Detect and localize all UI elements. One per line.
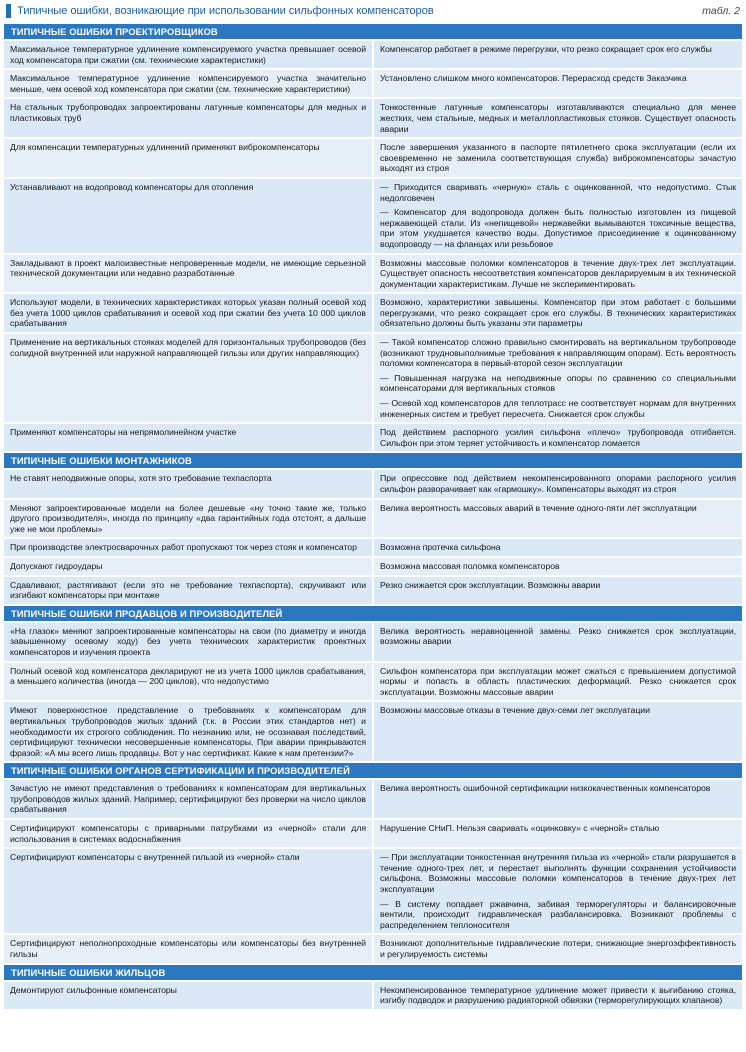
- error-cell: Используют модели, в технических характеристиках которых указан полный осевой ход без учета 1000 циклов срабатывания и осевой ход при сжатии без учета 10 000 циклов срабатывания: [4, 294, 374, 332]
- table-row: [4, 556, 742, 575]
- error-cell: Для компенсации температурных удлинений применяют виброкомпенсаторы: [4, 139, 374, 177]
- consequence-paragraph: Установлено слишком много компенсаторов. Перерасход средств Заказчика: [380, 73, 687, 84]
- consequence-cell: [374, 935, 742, 962]
- error-cell: На стальных трубопроводах запроектированы латунные компенсаторы для медных и пластиковых труб: [4, 99, 374, 137]
- section-header: ТИПИЧНЫЕ ОШИБКИ МОНТАЖНИКОВ: [4, 451, 742, 468]
- error-cell: Применение на вертикальных стояках моделей для горизонтальных трубопроводов (без солидной внутренней или наружной направляющей гильзы или других направляющих): [4, 334, 374, 422]
- consequence-cell: [374, 470, 742, 497]
- section-header: ТИПИЧНЫЕ ОШИБКИ ПРОЕКТИРОВЩИКОВ: [4, 22, 742, 39]
- consequence-paragraph: — Повышенная нагрузка на неподвижные опоры по сравнению со специальными компенсаторами для вертикальных стояков: [380, 372, 736, 394]
- table-row: [4, 661, 742, 701]
- table-row: [4, 97, 742, 137]
- consequence-cell: [374, 702, 742, 761]
- table-number: табл. 2: [702, 5, 740, 17]
- consequence-cell: [374, 558, 742, 575]
- consequence-paragraph: Резко снижается срок эксплуатации. Возможны аварии: [380, 579, 601, 590]
- error-cell: Применяют компенсаторы на непрямолинейном участке: [4, 424, 374, 451]
- table-row: [4, 818, 742, 847]
- table-row: [4, 980, 742, 1009]
- consequence-paragraph: — Такой компенсатор сложно правильно смонтировать на вертикальном трубопроводе (возникают трудновыполнимые требования к направляющим опорам). Есть вероятность поломки компенсатора в первый-второй сезон эксплуатации: [380, 337, 736, 369]
- consequence-paragraph: Компенсатор работает в режиме перегрузки, что резко сокращает срок его службы: [380, 44, 712, 54]
- table-row: [4, 468, 742, 497]
- error-cell: Меняют запроектированные модели на более дешевые «ну точно такие же, только другого производителя», иногда по принципу «два гарантийных года отстоят, а дальше уже не мои проблемы»: [4, 500, 374, 538]
- table-row: [4, 621, 742, 661]
- consequence-paragraph: Возможно, характеристики завышены. Компенсатор при этом работает с большими перегрузками, что резко сокращает срок его службы. В технических характеристиках обязательно должны быть указаны эти параметры: [380, 297, 736, 329]
- error-cell: Допускают гидроудары: [4, 558, 374, 575]
- table-row: [4, 177, 742, 253]
- consequence-cell: [374, 663, 742, 701]
- error-cell: Сдавливают, растягивают (если это не требование техпаспорта), скручивают или изгибают компенсаторы при монтаже: [4, 577, 374, 604]
- consequence-paragraph: — Осевой ход компенсаторов для теплотрасс не соответствует нормам для внутренних инженерных систем и требует пересчета. Снижается срок службы: [380, 398, 736, 419]
- title-marker-icon: [6, 4, 11, 18]
- consequence-paragraph: Под действием распорного усилия сильфона «плечо» трубопровода отгибается. Сильфон при этом теряет устойчивость и компенсатор ломается: [380, 427, 736, 448]
- error-cell: Максимальное температурное удлинение компенсируемого участка значительно меньше, чем осевой ход компенсатора при сжатии (см. технические характеристики): [4, 70, 374, 97]
- section-rows: [4, 621, 742, 762]
- section-rows: [4, 468, 742, 603]
- consequence-cell: [374, 849, 742, 933]
- table-row: [4, 575, 742, 604]
- title-bar: [0, 0, 746, 22]
- consequence-cell: [374, 577, 742, 604]
- consequence-cell: [374, 424, 742, 451]
- error-cell: «На глазок» меняют запроектированные компенсаторы на свои (по диаметру и иногда завышенному осевому ходу) без учета технических характеристик проектных компенсаторов и изучения проекта: [4, 623, 374, 661]
- consequence-cell: [374, 500, 742, 538]
- consequence-cell: [374, 982, 742, 1009]
- table-row: [4, 253, 742, 293]
- table-row: [4, 422, 742, 451]
- consequence-cell: [374, 99, 742, 137]
- table-row: [4, 700, 742, 761]
- consequence-cell: [374, 623, 742, 661]
- consequence-paragraph: Возможна массовая поломка компенсаторов: [380, 560, 560, 571]
- table-row: [4, 498, 742, 538]
- consequence-paragraph: Сильфон компенсатора при эксплуатации может сжаться с превышением допустимой нормы и попасть в область пластических деформаций. Резко снижается срок эксплуатации. Возможны массовые аварии: [380, 665, 736, 697]
- error-cell: Сертифицируют компенсаторы с внутренней гильзой из «черной» стали: [4, 849, 374, 933]
- table-row: [4, 39, 742, 68]
- consequence-paragraph: Возможны массовые отказы в течение двух-семи лет эксплуатации: [380, 705, 650, 716]
- section-header: ТИПИЧНЫЕ ОШИБКИ ПРОДАВЦОВ И ПРОИЗВОДИТЕЛЕЙ: [4, 604, 742, 621]
- consequence-paragraph: При опрессовке под действием некомпенсированного опорами распорного усилия сильфон разворачивает как «гармошку». Компенсаторы выходят из строя: [380, 473, 736, 494]
- consequence-paragraph: Возможны массовые поломки компенсаторов в течение двух-трех лет эксплуатации. Существует опасность несоответствия компенсаторов декларируемым в их технической документации характеристикам. Лучше не экспериментировать: [380, 257, 736, 289]
- errors-table: [4, 22, 742, 1050]
- consequence-paragraph: Тонкостенные латунные компенсаторы изготавливаются специально для менее жестких, чем стальные, медных и металлопластиковых стояков. Существует опасность аварии: [380, 102, 736, 134]
- error-cell: Зачастую не имеют представления о требованиях к компенсаторам для вертикальных трубопроводов жилых зданий. Например, сертифицируют без проверки на число циклов срабатывания: [4, 780, 374, 818]
- table-row: [4, 68, 742, 97]
- table-row: [4, 537, 742, 556]
- section-rows: [4, 39, 742, 451]
- section-header: ТИПИЧНЫЕ ОШИБКИ ОРГАНОВ СЕРТИФИКАЦИИ И ПРОИЗВОДИТЕЛЕЙ: [4, 761, 742, 778]
- error-cell: Сертифицируют компенсаторы с приварными патрубками из «черной» стали для использования в системах водоснабжения: [4, 820, 374, 847]
- error-cell: Имеют поверхностное представление о требованиях к компенсаторам для вертикальных трубопроводов жилых зданий (т.к. в России этих стандартов нет) и необходимости их строгого соблюдения. По незнанию или, не осознавая последствий, сертифицируют технически несовершенные компенсаторы. При аварии прикрываются фразой: «А мы всего лишь продавцы. Вот у нас сертификат. Какие к нам претензии?»: [4, 702, 374, 761]
- table-row: [4, 292, 742, 332]
- consequence-paragraph: После завершения указанного в паспорте пятилетнего срока эксплуатации (если их своевременно не заменила соответствующая служба) виброкомпенсаторы зачастую выходят из строя: [380, 142, 736, 174]
- consequence-paragraph: Нарушение СНиП. Нельзя сваривать «оцинковку» с «черной» сталью: [380, 823, 660, 834]
- table-row: [4, 332, 742, 422]
- section-rows: [4, 980, 742, 1009]
- consequence-paragraph: Возможна протечка сильфона: [380, 542, 501, 553]
- consequence-cell: [374, 139, 742, 177]
- table-row: [4, 778, 742, 818]
- consequence-cell: [374, 255, 742, 293]
- consequence-cell: [374, 820, 742, 847]
- consequence-cell: [374, 334, 742, 422]
- error-cell: Полный осевой ход компенсатора декларируют не из учета 1000 циклов срабатывания, а меньшего количества (иногда — 200 циклов), что недопустимо: [4, 663, 374, 701]
- section-rows: [4, 778, 742, 962]
- consequence-paragraph: — В систему попадает ржавчина, забивая терморегуляторы и балансировочные вентили, происходит гидравлическая разбалансировка. Возникают проблемы с распределением теплоносителя: [380, 898, 736, 930]
- consequence-cell: [374, 780, 742, 818]
- error-cell: Закладывают в проект малоизвестные непроверенные модели, не имеющие серьезной технической документации или недавно разработанные: [4, 255, 374, 293]
- error-cell: Сертифицируют неполнопроходные компенсаторы или компенсаторы без внутренней гильзы: [4, 935, 374, 962]
- consequence-paragraph: — При эксплуатации тонкостенная внутренняя гильза из «черной» стали разрушается в течение одного-трех лет, и перестает выполнять функции сохранения устойчивости сильфона. Возможны массовые поломки компенсаторов в течение двух-трех лет эксплуатации: [380, 852, 736, 895]
- table-row: [4, 933, 742, 962]
- consequence-paragraph: — Компенсатор для водопровода должен быть полностью изготовлен из пищевой нержавеющей стали. Из «непищевой» нержавейки вымываются токсичные вещества, при этом ухудшается качество воды. Допустимое присоединение к оцинкованному водопроводу — на фланцах или резьбовое: [380, 207, 736, 249]
- page-title: Типичные ошибки, возникающие при использовании сильфонных компенсаторов: [17, 5, 434, 17]
- consequence-cell: [374, 41, 742, 68]
- error-cell: Устанавливают на водопровод компенсаторы для отопления: [4, 179, 374, 253]
- consequence-paragraph: Велика вероятность неравноценной замены. Резко снижается срок эксплуатации, возможны аварии: [380, 625, 736, 647]
- table-row: [4, 137, 742, 177]
- error-cell: Демонтируют сильфонные компенсаторы: [4, 982, 374, 1009]
- consequence-cell: [374, 539, 742, 556]
- error-cell: При производстве электросварочных работ пропускают ток через стояк и компенсатор: [4, 539, 374, 556]
- section-header: ТИПИЧНЫЕ ОШИБКИ ЖИЛЬЦОВ: [4, 963, 742, 980]
- consequence-paragraph: Некомпенсированное температурное удлинение может привести к выгибанию стояка, изгибу подводок и разрушению радиаторной обвязки (терморегулирующих клапанов): [380, 984, 736, 1006]
- consequence-cell: [374, 179, 742, 253]
- consequence-paragraph: Велика вероятность ошибочной сертификации низкокачественных компенсаторов: [380, 783, 711, 794]
- consequence-cell: [374, 70, 742, 97]
- consequence-cell: [374, 294, 742, 332]
- error-cell: Максимальное температурное удлинение компенсируемого участка превышает осевой ход компенсатора при сжатии (см. технические характеристики): [4, 41, 374, 68]
- error-cell: Не ставят неподвижные опоры, хотя это требование техпаспорта: [4, 470, 374, 497]
- consequence-paragraph: Велика вероятность массовых аварий в течение одного-пяти лет эксплуатации: [380, 502, 697, 513]
- consequence-paragraph: Возникают дополнительные гидравлические потери, снижающие энергоэффективность и регулируемость системы: [380, 938, 736, 959]
- consequence-paragraph: — Приходится сваривать «черную» сталь с оцинкованной, что недопустимо. Стык недолговечен: [380, 181, 736, 203]
- table-row: [4, 847, 742, 933]
